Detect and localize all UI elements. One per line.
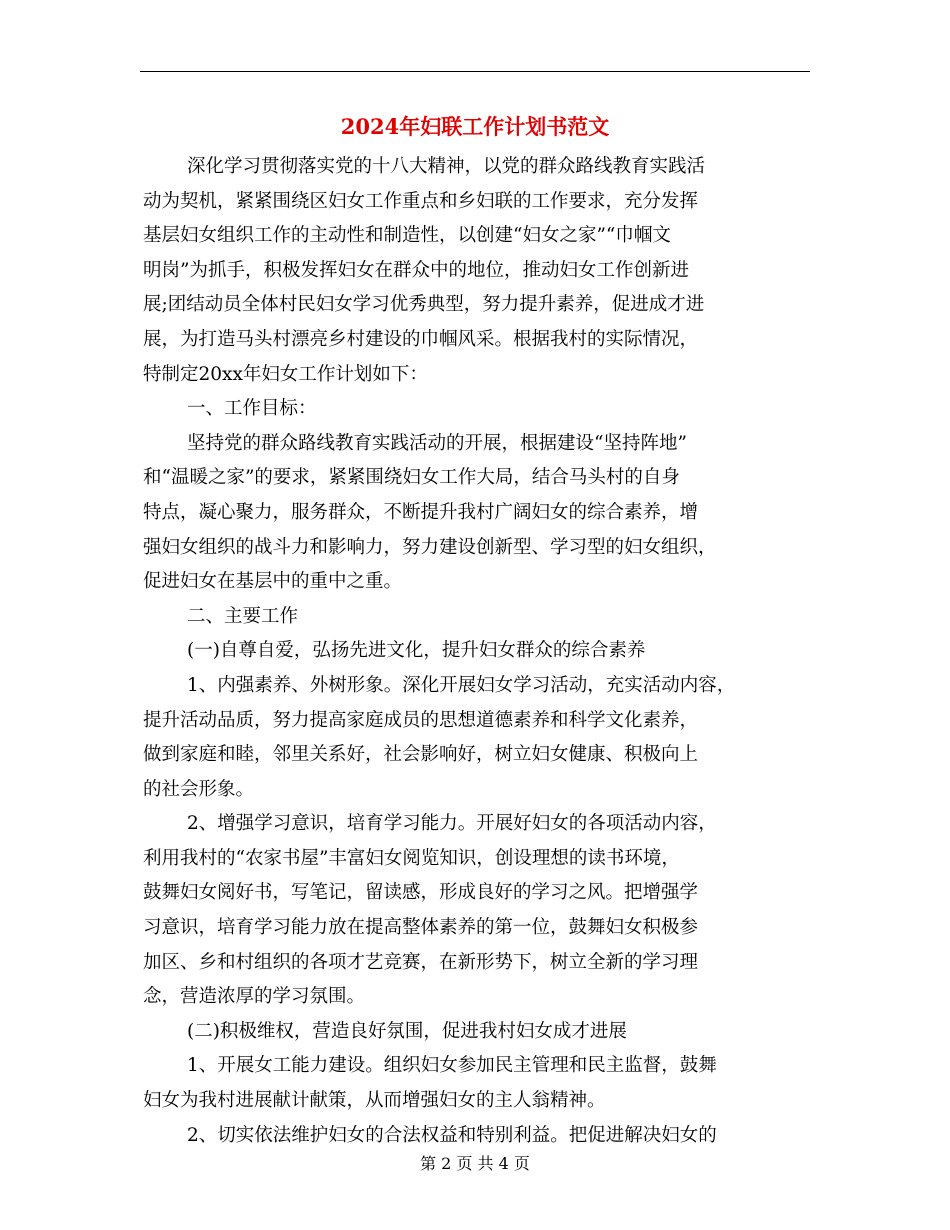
body-line: (二)积极维权，营造良好氛围，促进我村妇女成才进展: [187, 1020, 627, 1042]
body-line: 强妇女组织的战斗力和影响力，努力建设创新型、学习型的妇女组织，: [143, 536, 717, 558]
body-line: 1、开展女工能力建设。组织妇女参加民主管理和民主监督，鼓舞: [187, 1055, 717, 1077]
body-line: 基层妇女组织工作的主动性和制造性，以创建“妇女之家”“巾帼文: [143, 225, 671, 247]
body-line: 展，为打造马头村漂亮乡村建设的巾帼风采。根据我村的实际情况，: [143, 328, 699, 350]
body-line: 深化学习贯彻落实党的十八大精神，以党的群众路线教育实践活: [187, 156, 706, 177]
body-line: 做到家庭和睦，邻里关系好，社会影响好，树立妇女健康、积极向上: [143, 744, 699, 766]
header-rule: [140, 71, 810, 72]
body-line: 加区、乡和村组织的各项才艺竞赛，在新形势下，树立全新的学习理: [143, 951, 699, 973]
body-line: 促进妇女在基层中的重中之重。: [143, 571, 403, 593]
body-line: 妇女为我村进展献计献策，从而增强妇女的主人翁精神。: [143, 1090, 606, 1112]
body-line: 2、切实依法维护妇女的合法权益和特别利益。把促进解决妇女的: [187, 1124, 717, 1146]
body-line: 展;团结动员全体村民妇女学习优秀典型，努力提升素养，促进成才进: [143, 294, 705, 316]
body-line: 念，营造浓厚的学习氛围。: [143, 986, 366, 1008]
body-line: (一)自尊自爱，弘扬先进文化，提升妇女群众的综合素养: [187, 640, 646, 662]
body-line: 明岗”为抓手，积极发挥妇女在群众中的地位，推动妇女工作创新进: [143, 259, 689, 281]
document-title: 2024年妇联工作计划书范文: [340, 114, 610, 139]
body-line: 二、主要工作: [187, 605, 299, 627]
body-line: 鼓舞妇女阅好书，写笔记，留读感，形成良好的学习之风。把增强学: [143, 882, 699, 904]
body-line: 特点，凝心聚力，服务群众，不断提升我村广阔妇女的综合素养，增: [143, 501, 699, 523]
body-line: 一、工作目标：: [187, 398, 317, 420]
body-line: 的社会形象。: [143, 778, 255, 800]
body-line: 和“温暖之家”的要求，紧紧围绕妇女工作大局，结合马头村的自身: [143, 467, 680, 489]
body-line: 坚持党的群众路线教育实践活动的开展，根据建设“坚持阵地”: [187, 432, 687, 454]
body-line: 动为契机，紧紧围绕区妇女工作重点和乡妇联的工作要求，充分发挥: [143, 190, 699, 212]
body-line: 2、增强学习意识，培育学习能力。开展好妇女的各项活动内容，: [187, 813, 717, 835]
body-line: 1、内强素养、外树形象。深化开展妇女学习活动，充实活动内容，: [187, 674, 736, 696]
page-footer: 第 2 页 共 4 页: [420, 1154, 530, 1173]
document-body: [143, 150, 815, 1153]
body-line: 习意识，培育学习能力放在提高整体素养的第一位，鼓舞妇女积极参: [143, 917, 699, 939]
body-line: 利用我村的“农家书屋”丰富妇女阅览知识，创设理想的读书环境，: [143, 847, 680, 869]
body-line: 提升活动品质，努力提高家庭成员的思想道德素养和科学文化素养，: [143, 709, 699, 731]
body-line: 特制定20xx年妇女工作计划如下：: [143, 363, 428, 385]
